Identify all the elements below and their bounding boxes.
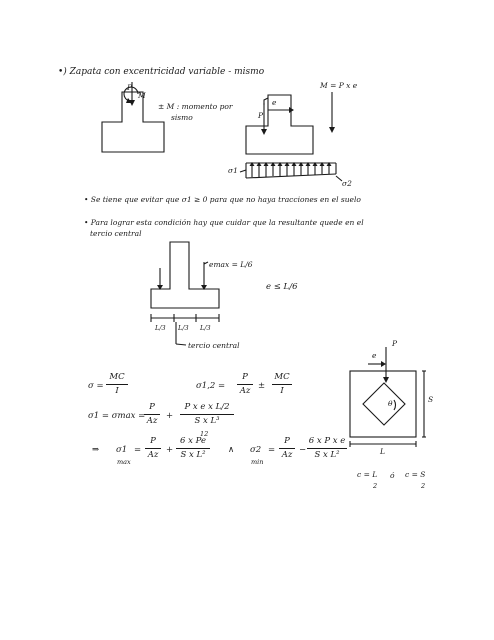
- footing-sketch-2: [240, 92, 342, 181]
- formula-max-sub: max: [117, 458, 131, 466]
- fig2-moment-eq: M = P x e: [320, 81, 358, 90]
- formula-s12-lhs: σ1,2 =: [196, 381, 226, 391]
- formula-p-az-fraction: [237, 373, 253, 395]
- formula-pel2-fraction: [180, 403, 234, 425]
- formula-mc-fraction-2: [272, 373, 292, 395]
- note-line-3: tercio central: [90, 229, 142, 238]
- fig4-or: ó: [390, 471, 395, 480]
- fig1-moment-m: M: [138, 91, 146, 100]
- fig4-c-eq-s: c = S: [405, 470, 426, 479]
- az-denominator: Az: [239, 385, 251, 396]
- p-numerator: P: [237, 373, 253, 385]
- i-denominator-2: I: [280, 385, 284, 396]
- formula-p-az-fraction-4: [279, 437, 295, 459]
- formula-mc-fraction: [106, 373, 128, 395]
- sl2-denominator: S x L²: [180, 449, 206, 460]
- p-numerator-2: P: [144, 403, 160, 415]
- fig3-third-2: L/3: [178, 324, 189, 332]
- p-numerator-4: P: [279, 437, 295, 449]
- formula-minus: −: [299, 445, 307, 455]
- note-line-2: • Para lograr esta condición hay que cuidar que la resultante quede en el: [84, 218, 364, 227]
- formula-eq-1: =: [134, 445, 142, 455]
- fig3-e-condition: e ≤ L/6: [266, 282, 298, 292]
- az-denominator-3: Az: [147, 449, 159, 460]
- formula-p-az-fraction-3: [145, 437, 161, 459]
- footing-sketch-4: [350, 347, 426, 447]
- fig2-ecc-e: e: [272, 98, 277, 107]
- formula-p-az-fraction-2: [144, 403, 160, 425]
- formula-6pe-fraction-2: [307, 437, 347, 459]
- fig2-sigma2: σ2: [342, 179, 352, 188]
- fig2-sigma1: σ1: [228, 166, 238, 175]
- sl3-denominator: S x L³: [194, 415, 220, 426]
- sl2-denominator-2: S x L²: [314, 449, 340, 460]
- footing-sketch-1: [102, 82, 164, 152]
- formula-eq-2: =: [268, 445, 276, 455]
- fig4-ecc-e: e: [372, 351, 377, 360]
- six-pe-numerator-2: 6 x P x e: [307, 437, 347, 449]
- fig2-load-p: P: [258, 111, 264, 120]
- fig3-emax: emax = L/6: [209, 260, 253, 269]
- page-title: •) Zapata con excentricidad variable - mismo: [58, 67, 265, 77]
- fig3-third-1: L/3: [155, 324, 166, 332]
- fig4-c-l-den: 2: [373, 482, 378, 490]
- fig4-theta: θ: [388, 399, 393, 408]
- mc-numerator-2: MC: [272, 373, 292, 385]
- fig4-side-l: L: [380, 447, 385, 456]
- formula-arrow: ⇒: [92, 445, 100, 455]
- fig4-c-s-den: 2: [421, 482, 426, 490]
- az-denominator-4: Az: [281, 449, 293, 460]
- formula-6pe-fraction: [176, 437, 210, 459]
- az-denominator-2: Az: [146, 415, 158, 426]
- fig4-load-p: P: [392, 339, 398, 348]
- formula-s1-symbol: σ1: [116, 445, 128, 455]
- formula-plus-2: +: [166, 445, 174, 455]
- formula-s1max-lhs: σ1 = σmax =: [88, 411, 146, 421]
- fig1-moment-note-2: sismo: [171, 113, 193, 122]
- formula-sigma-lhs: σ =: [88, 381, 104, 391]
- pel2-numerator: P x e x L/2: [180, 403, 234, 415]
- mc-denominator: I: [115, 385, 119, 396]
- note-line-1: • Se tiene que evitar que σ1 ≥ 0 para que no haya tracciones en el suelo: [84, 195, 361, 204]
- formula-wedge: ∧: [228, 445, 235, 455]
- mc-numerator: MC: [106, 373, 128, 385]
- p-numerator-3: P: [145, 437, 161, 449]
- fig1-load-p: P: [127, 83, 133, 92]
- formula-s2-symbol: σ2: [250, 445, 262, 455]
- fig3-third-3: L/3: [200, 324, 211, 332]
- fig3-tercio-central: tercio central: [188, 341, 240, 350]
- fig4-c-eq-l: c = L: [357, 470, 378, 479]
- six-pe-numerator: 6 x Pe: [176, 437, 210, 449]
- formula-plus: +: [166, 411, 174, 421]
- formula-min-sub: min: [251, 458, 264, 466]
- formula-plus-minus: ±: [258, 381, 266, 391]
- fig4-side-s: S: [428, 395, 434, 404]
- formula-twelve: 12: [200, 430, 209, 438]
- fig1-moment-note: ± M : momento por: [158, 102, 233, 111]
